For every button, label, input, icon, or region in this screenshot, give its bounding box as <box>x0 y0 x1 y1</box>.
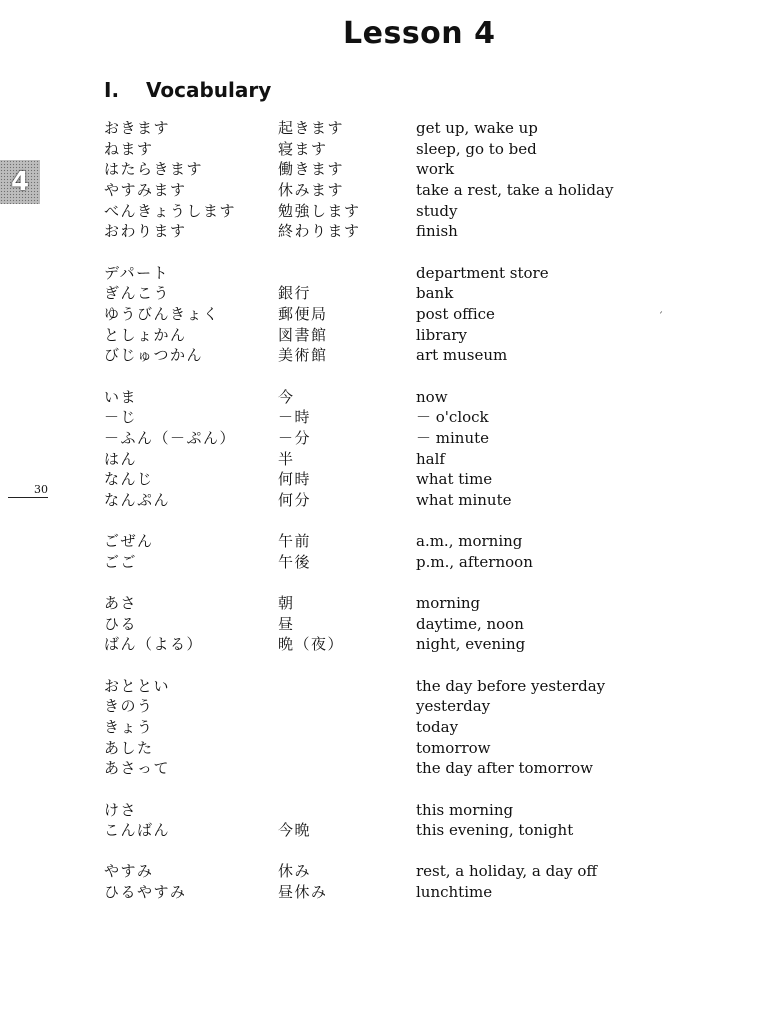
vocabulary-kana: あさって <box>104 759 171 778</box>
vocabulary-kanji: 休み <box>278 862 312 881</box>
vocabulary-kana: ごぜん <box>104 532 154 551</box>
vocabulary-row <box>104 820 664 841</box>
vocabulary-row <box>104 118 664 139</box>
vocabulary-kana: －ふん（－ぷん） <box>104 428 237 447</box>
vocabulary-kanji: 昼休み <box>278 883 328 902</box>
vocabulary-kanji: 起きます <box>278 119 345 137</box>
vocabulary-row <box>104 696 664 717</box>
vocabulary-group <box>104 593 664 655</box>
vocabulary-group <box>104 531 664 572</box>
vocabulary-kana: いま <box>104 387 138 406</box>
vocabulary-row <box>104 738 664 759</box>
vocabulary-row <box>104 387 664 408</box>
vocabulary-group <box>104 263 664 366</box>
vocabulary-row <box>104 325 664 346</box>
vocabulary-group <box>104 800 664 841</box>
section-number: I. <box>104 78 120 102</box>
vocabulary-row <box>104 634 664 655</box>
vocabulary-english: department store <box>416 263 549 282</box>
chapter-tab <box>0 160 40 204</box>
vocabulary-kana: ゆうびんきょく <box>104 305 220 323</box>
vocabulary-row <box>104 263 664 284</box>
vocabulary-english: p.m., afternoon <box>416 552 533 571</box>
vocabulary-row <box>104 758 664 779</box>
vocabulary-english: study <box>416 201 458 220</box>
vocabulary-group <box>104 676 664 779</box>
vocabulary-kana: きょう <box>104 718 154 736</box>
vocabulary-row <box>104 180 664 201</box>
vocabulary-english: － o'clock <box>416 408 489 427</box>
vocabulary-kanji: 何分 <box>278 491 312 509</box>
vocabulary-kanji: 何時 <box>278 470 312 489</box>
vocabulary-row <box>104 800 664 821</box>
vocabulary-kanji: 郵便局 <box>278 305 328 323</box>
vocabulary-group <box>104 118 664 242</box>
vocabulary-row <box>104 428 664 449</box>
vocabulary-kanji: 今 <box>278 387 295 406</box>
section-heading <box>104 78 271 102</box>
vocabulary-kanji: 勉強します <box>278 201 361 220</box>
vocabulary-row <box>104 552 664 573</box>
vocabulary-kana: びじゅつかん <box>104 346 204 365</box>
vocabulary-english: rest, a holiday, a day off <box>416 862 598 881</box>
vocabulary-row <box>104 531 664 552</box>
vocabulary-kanji: －分 <box>278 428 312 447</box>
vocabulary-english: now <box>416 387 448 406</box>
vocabulary-english: get up, wake up <box>416 119 538 137</box>
vocabulary-english: tomorrow <box>416 738 491 757</box>
vocabulary-row <box>104 861 664 882</box>
vocabulary-kana: べんきょうします <box>104 201 237 220</box>
vocabulary-english: work <box>416 160 455 179</box>
vocabulary-kana: やすみます <box>104 181 187 200</box>
lesson-title: Lesson 4 <box>343 16 496 51</box>
vocabulary-row <box>104 345 664 366</box>
vocabulary-row <box>104 469 664 490</box>
vocabulary-row <box>104 304 664 325</box>
vocabulary-english: a.m., morning <box>416 532 523 551</box>
vocabulary-row <box>104 139 664 160</box>
vocabulary-kanji: 寝ます <box>278 139 328 158</box>
vocabulary-kana: はん <box>104 449 138 468</box>
vocabulary-kanji: 午前 <box>278 532 312 551</box>
vocabulary-group <box>104 387 664 511</box>
vocabulary-group <box>104 861 664 902</box>
vocabulary-row <box>104 593 664 614</box>
vocabulary-kana: あさ <box>104 594 138 613</box>
vocabulary-english: the day before yesterday <box>416 676 606 695</box>
vocabulary-row <box>104 159 664 180</box>
vocabulary-kanji: 美術館 <box>278 346 328 365</box>
vocabulary-kanji: 働きます <box>278 160 345 179</box>
vocabulary-english: － minute <box>416 428 490 447</box>
section-title: Vocabulary <box>146 78 272 102</box>
vocabulary-kana: なんじ <box>104 470 154 489</box>
vocabulary-english: daytime, noon <box>416 614 524 633</box>
vocabulary-english: the day after tomorrow <box>416 759 593 778</box>
vocabulary-list <box>104 118 664 923</box>
vocabulary-kanji: 朝 <box>278 594 295 613</box>
vocabulary-english: yesterday <box>416 697 491 716</box>
vocabulary-kanji: 午後 <box>278 552 312 571</box>
vocabulary-english: what minute <box>416 491 512 509</box>
vocabulary-kanji: －時 <box>278 408 312 427</box>
vocabulary-kanji: 半 <box>278 449 295 468</box>
vocabulary-row <box>104 717 664 738</box>
vocabulary-english: half <box>416 449 445 468</box>
vocabulary-kana: ねます <box>104 139 154 158</box>
vocabulary-english: lunchtime <box>416 883 493 902</box>
vocabulary-english: finish <box>416 222 458 241</box>
vocabulary-english: take a rest, take a holiday <box>416 181 614 200</box>
vocabulary-english: what time <box>416 470 493 489</box>
vocabulary-row <box>104 221 664 242</box>
vocabulary-kanji: 今晩 <box>278 821 312 840</box>
vocabulary-kana: デパート <box>104 263 170 282</box>
vocabulary-kana: おととい <box>104 676 171 695</box>
vocabulary-row <box>104 449 664 470</box>
vocabulary-english: sleep, go to bed <box>416 139 537 158</box>
vocabulary-english: art museum <box>416 346 508 365</box>
vocabulary-kana: けさ <box>104 800 138 819</box>
vocabulary-english: this evening, tonight <box>416 821 574 840</box>
vocabulary-kanji: 終わります <box>278 222 361 241</box>
vocabulary-kana: はたらきます <box>104 160 204 179</box>
vocabulary-kana: なんぷん <box>104 491 171 509</box>
vocabulary-kana: ごご <box>104 552 138 571</box>
vocabulary-row <box>104 614 664 635</box>
vocabulary-kanji: 晩（夜） <box>278 635 345 654</box>
vocabulary-kana: ひる <box>104 614 138 633</box>
chapter-tab-label: 4 <box>10 167 30 197</box>
vocabulary-kanji: 銀行 <box>278 284 312 303</box>
vocabulary-english: today <box>416 718 459 736</box>
vocabulary-row <box>104 676 664 697</box>
vocabulary-kanji: 昼 <box>278 614 295 633</box>
vocabulary-row <box>104 490 664 511</box>
stray-mark: ˊ <box>658 312 663 323</box>
vocabulary-english: night, evening <box>416 635 526 654</box>
vocabulary-kana: －じ <box>104 408 138 427</box>
vocabulary-kana: ばん（よる） <box>104 635 204 654</box>
vocabulary-kana: としょかん <box>104 325 187 344</box>
vocabulary-english: morning <box>416 594 481 613</box>
vocabulary-kana: ぎんこう <box>104 284 171 303</box>
vocabulary-kana: あした <box>104 738 154 757</box>
vocabulary-english: this morning <box>416 800 514 819</box>
vocabulary-kana: きのう <box>104 697 154 716</box>
vocabulary-kana: こんばん <box>104 821 171 840</box>
vocabulary-row <box>104 201 664 222</box>
vocabulary-kana: おわります <box>104 222 187 241</box>
vocabulary-kanji: 図書館 <box>278 325 328 344</box>
vocabulary-kanji: 休みます <box>278 181 345 200</box>
vocabulary-row <box>104 283 664 304</box>
vocabulary-row <box>104 882 664 903</box>
vocabulary-english: bank <box>416 284 454 303</box>
vocabulary-english: post office <box>416 305 495 323</box>
vocabulary-row <box>104 407 664 428</box>
vocabulary-kana: ひるやすみ <box>104 883 187 902</box>
page-number: 30 <box>8 484 48 498</box>
vocabulary-kana: やすみ <box>104 862 154 881</box>
vocabulary-english: library <box>416 325 467 344</box>
vocabulary-kana: おきます <box>104 119 171 137</box>
